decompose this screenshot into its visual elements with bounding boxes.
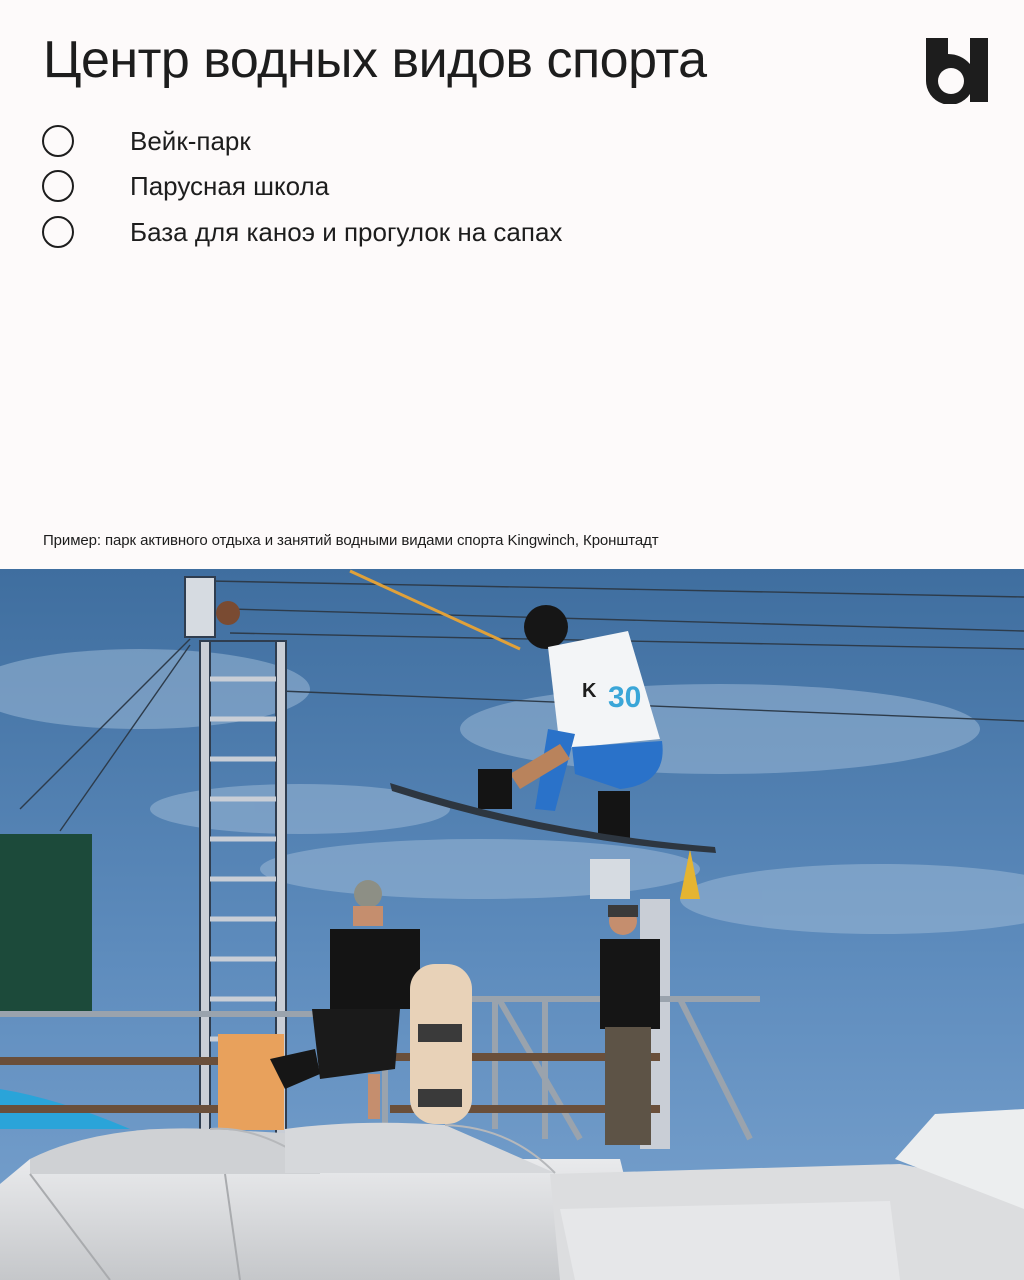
feature-list — [42, 118, 563, 255]
wakepark-photo — [0, 569, 1024, 1280]
list-item-label: База для каноэ и прогулок на сапах — [130, 216, 563, 247]
list-item-label: Вейк-парк — [130, 125, 251, 156]
jersey-number: 30 — [608, 681, 642, 714]
jersey-letter: K — [582, 680, 597, 702]
photo-caption: Пример: парк активного отдыха и занятий водными видами спорта Kingwinch, Кронштадт — [43, 532, 659, 549]
radio-circle-icon — [42, 216, 74, 248]
brand-mark-icon — [924, 36, 990, 104]
radio-circle-icon — [42, 125, 74, 157]
list-item — [42, 118, 251, 164]
list-item — [42, 164, 330, 210]
page-title: Центр водных видов спорта — [43, 31, 707, 89]
list-item-label: Парусная школа — [130, 171, 330, 202]
list-item — [42, 209, 563, 255]
radio-circle-icon — [42, 170, 74, 202]
